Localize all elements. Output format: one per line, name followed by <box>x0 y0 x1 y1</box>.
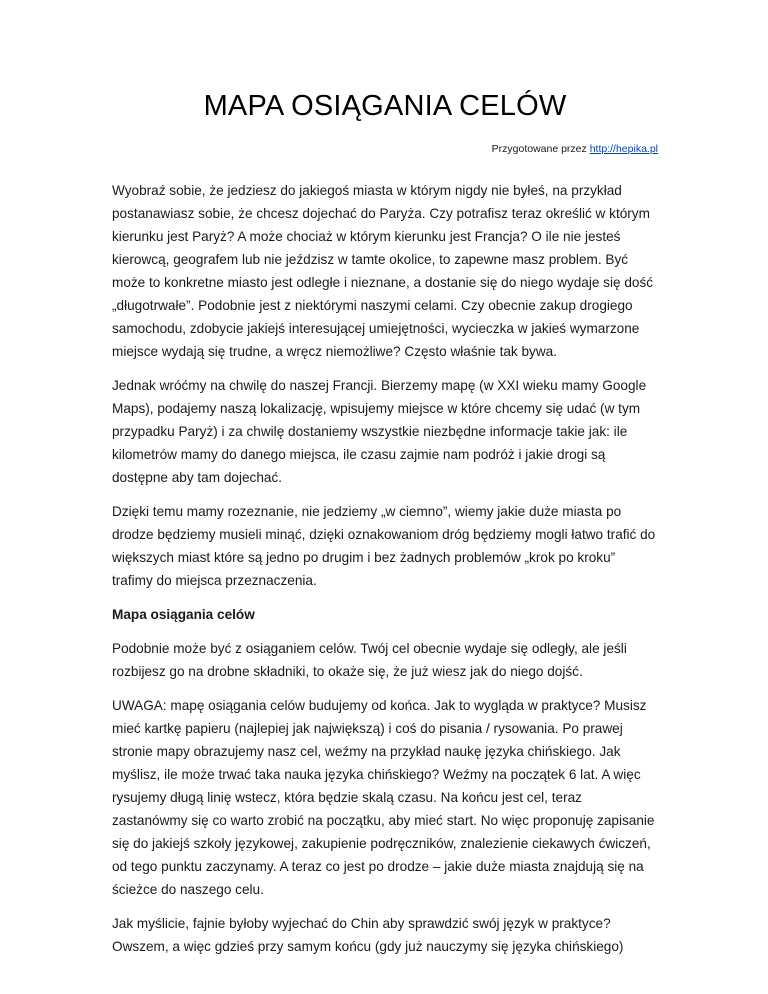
document-page <box>112 88 658 969</box>
paragraph-warning: UWAGA: mapę osiągania celów budujemy od końca. Jak to wygląda w praktyce? Musisz mieć kartkę papieru (najlepiej jak największą) i coś do pisania / rysowania. Po prawej stronie mapy obrazujemy nasz cel, weźmy na przykład naukę języka chińskiego. Jak myślisz, ile może trwać taka nauka języka chińskiego? Weźmy na początek 6 lat. A więc rysujemy długą linię wstecz, która będzie skalą czasu. Na końcu jest cel, teraz zastanówmy się co warto zrobić na początku, aby mieć start. No więc proponuję zapisanie się do jakiejś szkoły językowej, zakupienie podręczników, znalezienie ciekawych ćwiczeń, od tego punktu zaczynamy. A teraz co jest po drodze – jakie duże miasta znajdują się na ścieżce do naszego celu. <box>112 698 655 897</box>
prepared-by-line <box>112 142 658 156</box>
prepared-by-link[interactable]: http://hepika.pl <box>589 143 658 155</box>
paragraph-orientation: Dzięki temu mamy rozeznanie, nie jedziemy „w ciemno”, wiemy jakie duże miasta po drodze będziemy musieli minąć, dzięki oznakowaniom dróg będziemy mogli łatwo trafić do większych miast które są jedno po drugim i bez żadnych problemów „krok po kroku” trafimy do miejsca przeznaczenia. <box>112 504 656 588</box>
paragraph-intro: Wyobraź sobie, że jedziesz do jakiegoś miasta w którym nigdy nie byłeś, na przykład postanawiasz sobie, że chcesz dojechać do Paryża. Czy potrafisz teraz określić w którym kierunku jest Paryż? A może chociaż w którym kierunku jest Francja? O ile nie jesteś kierowcą, geografem lub nie jeździsz w tamte okolice, to zapewne masz problem. Być może to konkretne miasto jest odległe i nieznane, a dostanie się do niego wydaje się dość „długotrwałe”. Podobnie jest z niektórymi naszymi celami. Czy obecnie zakup drogiego samochodu, zdobycie jakiejś interesującej umiejętności, wycieczka w jakieś wymarzone miejsce wydają się trudne, a wręcz niemożliwe? Często właśnie tak bywa. <box>112 183 654 359</box>
paragraph-china: Jak myślicie, fajnie byłoby wyjechać do Chin aby sprawdzić swój język w praktyce? Owszem, a więc gdzieś przy samym końcu (gdy już nauczymy się języka chińskiego) <box>112 916 624 954</box>
document-title: MAPA OSIĄGANIA CELÓW <box>203 90 567 122</box>
paragraph-goals: Podobnie może być z osiąganiem celów. Twój cel obecnie wydaje się odległy, ale jeśli rozbijesz go na drobne składniki, to okaże się, że już wiesz jak do niego dojść. <box>112 641 627 679</box>
paragraph-france: Jednak wróćmy na chwilę do naszej Francji. Bierzemy mapę (w XXI wieku mamy Google Maps), podajemy naszą lokalizację, wpisujemy miejsce w które chcemy się udać (w tym przypadku Paryż) i za chwilę dostaniemy wszystkie niezbędne informacje takie jak: ile kilometrów mamy do danego miejsca, ile czasu zajmie nam podróż i jakie drogi są dostępne aby tam dojechać. <box>112 378 647 485</box>
prepared-by-label: Przygotowane przez <box>491 143 587 155</box>
section-heading: Mapa osiągania celów <box>112 607 255 622</box>
